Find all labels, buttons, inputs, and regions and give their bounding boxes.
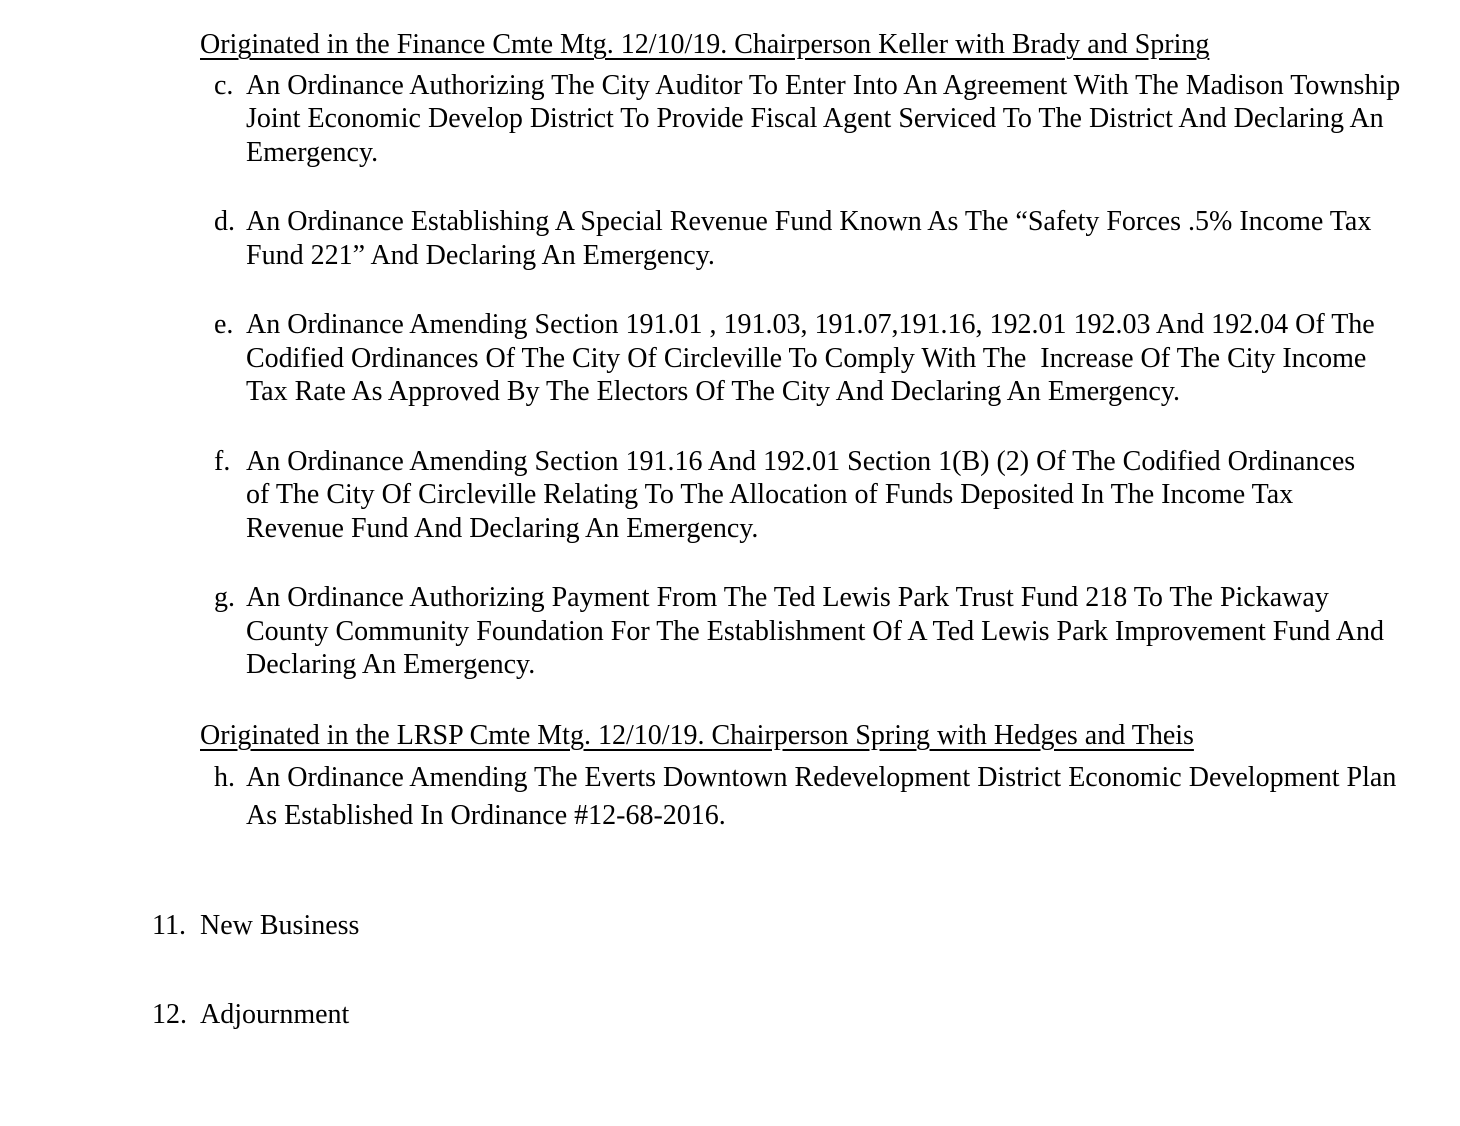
numbered-item-number: 12. (152, 998, 187, 1030)
agenda-item-text: An Ordinance Authorizing Payment From The Ted Lewis Park Trust Fund 218 To The Pickaway County Community Foundation For The Establishment Of A Ted Lewis Park Improvement Fund And Declaring An Emergency. (246, 582, 1391, 680)
agenda-item-label: f. (214, 445, 231, 477)
agenda-item-text: An Ordinance Authorizing The City Auditor To Enter Into An Agreement With The Madison Township Joint Economic Develop District To Provide Fiscal Agent Serviced To The District And Declaring An Emergency. (246, 69, 1408, 168)
agenda-item-text: An Ordinance Amending Section 191.01 , 191.03, 191.07,191.16, 192.01 192.03 And 192.04 Of The Codified Ordinances Of The City Of Circleville To Comply With The Increase Of The City Income Tax Rate As Approved By The Electors Of The City And Declaring An Emergency. (246, 309, 1382, 407)
agenda-item-label: e. (214, 309, 234, 340)
agenda-item-e (214, 308, 1460, 409)
numbered-item-number: 11. (152, 910, 186, 941)
agenda-item-label: d. (214, 206, 235, 237)
agenda-item-c (214, 69, 1460, 170)
agenda-item-label: c. (214, 69, 234, 101)
agenda-item-h (214, 759, 1460, 835)
numbered-item-adjournment (152, 998, 1460, 1032)
lrsp-committee-heading: Originated in the LRSP Cmte Mtg. 12/10/19. Chairperson Spring with Hedges and Theis (200, 719, 1194, 751)
agenda-item-text: An Ordinance Amending Section 191.16 And 192.01 Section 1(B) (2) Of The Codified Ordinances of The City Of Circleville Relating To The Allocation of Funds Deposited In The Income Tax Revenue Fund And Declaring An Emergency. (246, 445, 1363, 544)
numbered-item-text: New Business (200, 910, 360, 941)
agenda-item-text: An Ordinance Amending The Everts Downtown Redevelopment District Economic Development Plan As Established In Ordinance #12-68-2016. (246, 762, 1402, 831)
finance-committee-heading: Originated in the Finance Cmte Mtg. 12/10/19. Chairperson Keller with Brady and Spring (200, 29, 1210, 60)
agenda-item-text: An Ordinance Establishing A Special Revenue Fund Known As The “Safety Forces .5% Income Tax Fund 221” And Declaring An Emergency. (246, 206, 1379, 271)
agenda-item-label: g. (214, 582, 235, 613)
agenda-item-f (214, 445, 1460, 546)
agenda-item-label: h. (214, 762, 235, 793)
numbered-item-new-business (152, 909, 1460, 943)
agenda-item-g (214, 581, 1460, 682)
agenda-item-d (214, 205, 1460, 272)
numbered-item-text: Adjournment (200, 998, 350, 1030)
